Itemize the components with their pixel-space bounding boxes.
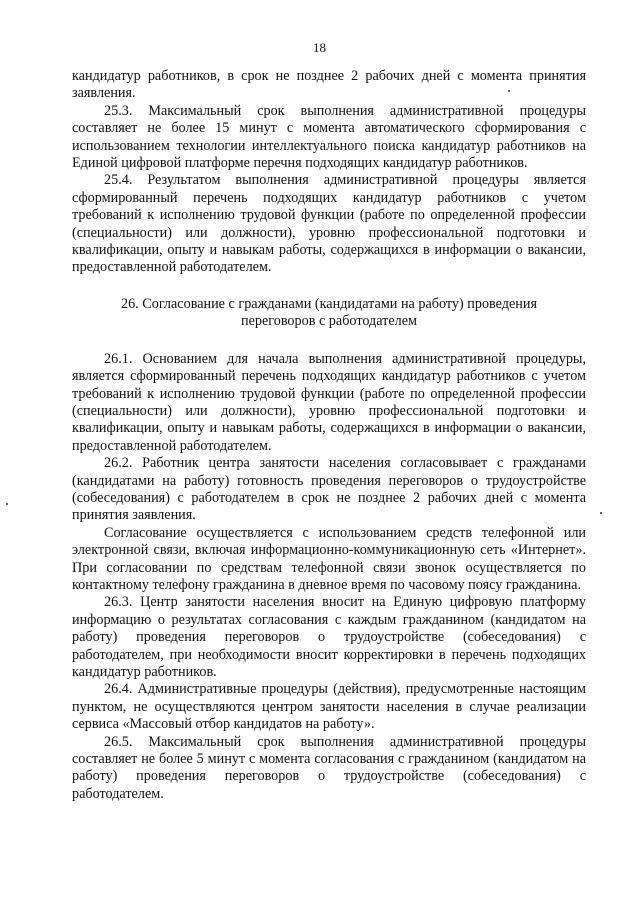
document-body bbox=[72, 68, 586, 803]
paragraph-26-3: 26.3. Центр занятости населения вносит на Единую цифровую платформу информацию о результатах согласования с каждым гражданином (кандидатом на работу) проведения переговоров о трудоустройстве (собеседования) с работодателем, при необходимости вносит корректировки в перечень подходящих кандидатур работников. bbox=[72, 594, 586, 680]
scan-speck bbox=[600, 512, 602, 514]
scan-speck bbox=[6, 503, 8, 505]
paragraph-26-2-agreement: Согласование осуществляется с использованием средств телефонной или электронной связи, включая информационно-коммуникационную сеть «Интернет». При согласовании по средствам телефонной связи звонок осуществляется по контактному телефону гражданина в дневное время по часовому поясу гражданина. bbox=[72, 524, 586, 593]
paragraph-26-2: 26.2. Работник центра занятости населения согласовывает с гражданами (кандидатами на работу) готовность проведения переговоров о трудоустройстве (собеседования) с работодателем в срок не позднее 2 рабочих дней с момента принятия заявления. bbox=[72, 455, 586, 524]
paragraph-continuation: кандидатур работников, в срок не позднее 2 рабочих дней с момента принятия заявления. bbox=[72, 68, 586, 102]
paragraph-26-4: 26.4. Административные процедуры (действия), предусмотренные настоящим пунктом, не осуществляются центром занятости населения в случае реализации сервиса «Массовый отбор кандидатов на работу». bbox=[72, 681, 586, 733]
section-heading-26: 26. Согласование с гражданами (кандидатами на работу) проведения переговоров с работодателем bbox=[120, 295, 538, 330]
paragraph-26-1: 26.1. Основанием для начала выполнения административной процедуры, является сформированный перечень подходящих кандидатур работников с учетом требований к исполнению трудовой функции (работе по определенной профессии (специальности) или должности), уровню профессиональной подготовки и квалификации, опыту и навыкам работы, содержащихся в информации о вакансии, предоставленной работодателем. bbox=[72, 350, 586, 454]
paragraph-25-4: 25.4. Результатом выполнения административной процедуры является сформированный перечень подходящих кандидатур работников с учетом требований к исполнению трудовой функции (работе по определенной профессии (специальности) или должности), уровню профессиональной подготовки и квалификации, опыту и навыкам работы, содержащихся в информации о вакансии, предоставленной работодателем. bbox=[72, 172, 586, 276]
scan-speck bbox=[508, 90, 510, 92]
paragraph-25-3: 25.3. Максимальный срок выполнения административной процедуры составляет не более 15 минут с момента автоматического сформирования с использованием технологии интеллектуального поиска кандидатур работников на Единой цифровой платформе перечня подходящих кандидатур работников. bbox=[72, 102, 586, 172]
paragraph-26-5: 26.5. Максимальный срок выполнения административной процедуры составляет не более 5 минут с момента согласования с гражданином (кандидатом на работу) проведения переговоров о трудоустройстве (собеседования) с работодателем. bbox=[72, 733, 586, 802]
page-number: 18 bbox=[313, 40, 326, 55]
